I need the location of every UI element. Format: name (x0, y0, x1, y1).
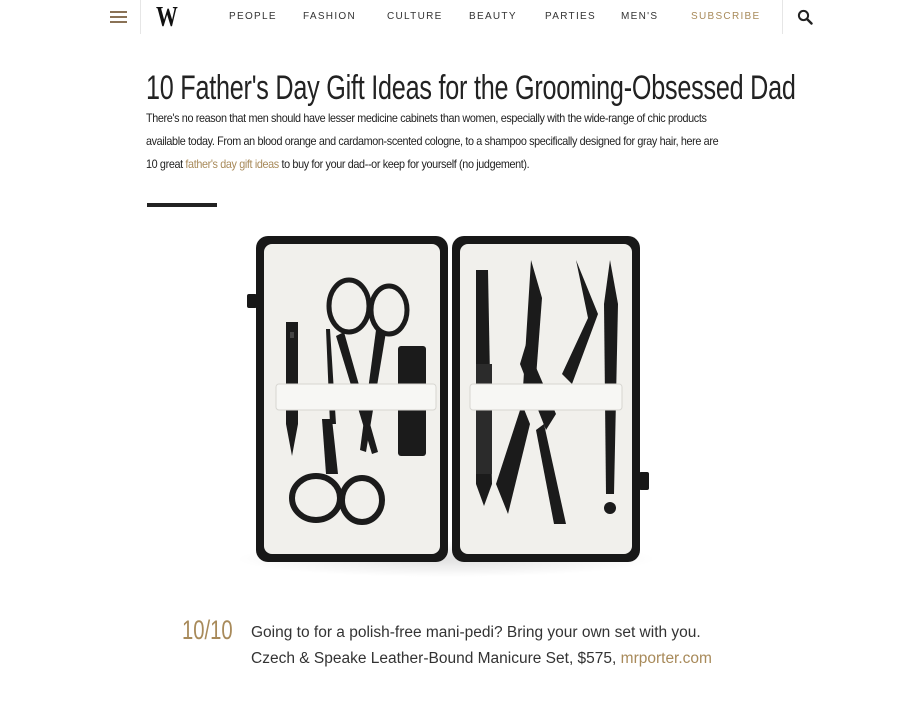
search-icon[interactable] (797, 9, 813, 25)
nav-divider (140, 0, 141, 34)
site-logo[interactable]: W (156, 2, 176, 33)
shop-link[interactable]: mrporter.com (620, 650, 712, 667)
nav-item-mens[interactable]: MEN'S (621, 11, 659, 22)
nav-item-parties[interactable]: PARTIES (545, 11, 596, 22)
product-description: Czech & Speake Leather-Bound Manicure Set, $575, (251, 650, 621, 667)
article-intro (146, 107, 722, 176)
nav-divider (782, 0, 783, 34)
manicure-set-image (226, 224, 666, 590)
article-title: 10 Father's Day Gift Ideas for the Grooming-Obsessed Dad (146, 68, 796, 107)
nav-item-beauty[interactable]: BEAUTY (469, 11, 517, 22)
caption-line-1: Going to for a polish-free mani-pedi? Bring your own set with you. (251, 624, 701, 641)
nav-item-people[interactable]: PEOPLE (229, 11, 277, 22)
top-nav (0, 0, 900, 34)
caption-line-2 (251, 646, 712, 672)
intro-text-end: to buy for your dad--or keep for yourself (no judgement). (278, 157, 530, 171)
intro-text: There's no reason that men should have lesser medicine cabinets than women, especially with the wide-range of chic products available today. From an blood orange and cardamon-scented cologne, to a shampoo specifically designed for gray hair, here are 10 great (146, 111, 719, 171)
title-rule (147, 203, 217, 207)
hamburger-icon[interactable] (110, 11, 127, 23)
nav-item-culture[interactable]: CULTURE (387, 11, 443, 22)
nav-item-fashion[interactable]: FASHION (303, 11, 356, 22)
subscribe-link[interactable]: SUBSCRIBE (691, 11, 761, 22)
slide-caption (251, 620, 712, 672)
gift-ideas-link[interactable]: father's day gift ideas (185, 157, 279, 171)
slide-counter: 10/10 (182, 615, 233, 645)
